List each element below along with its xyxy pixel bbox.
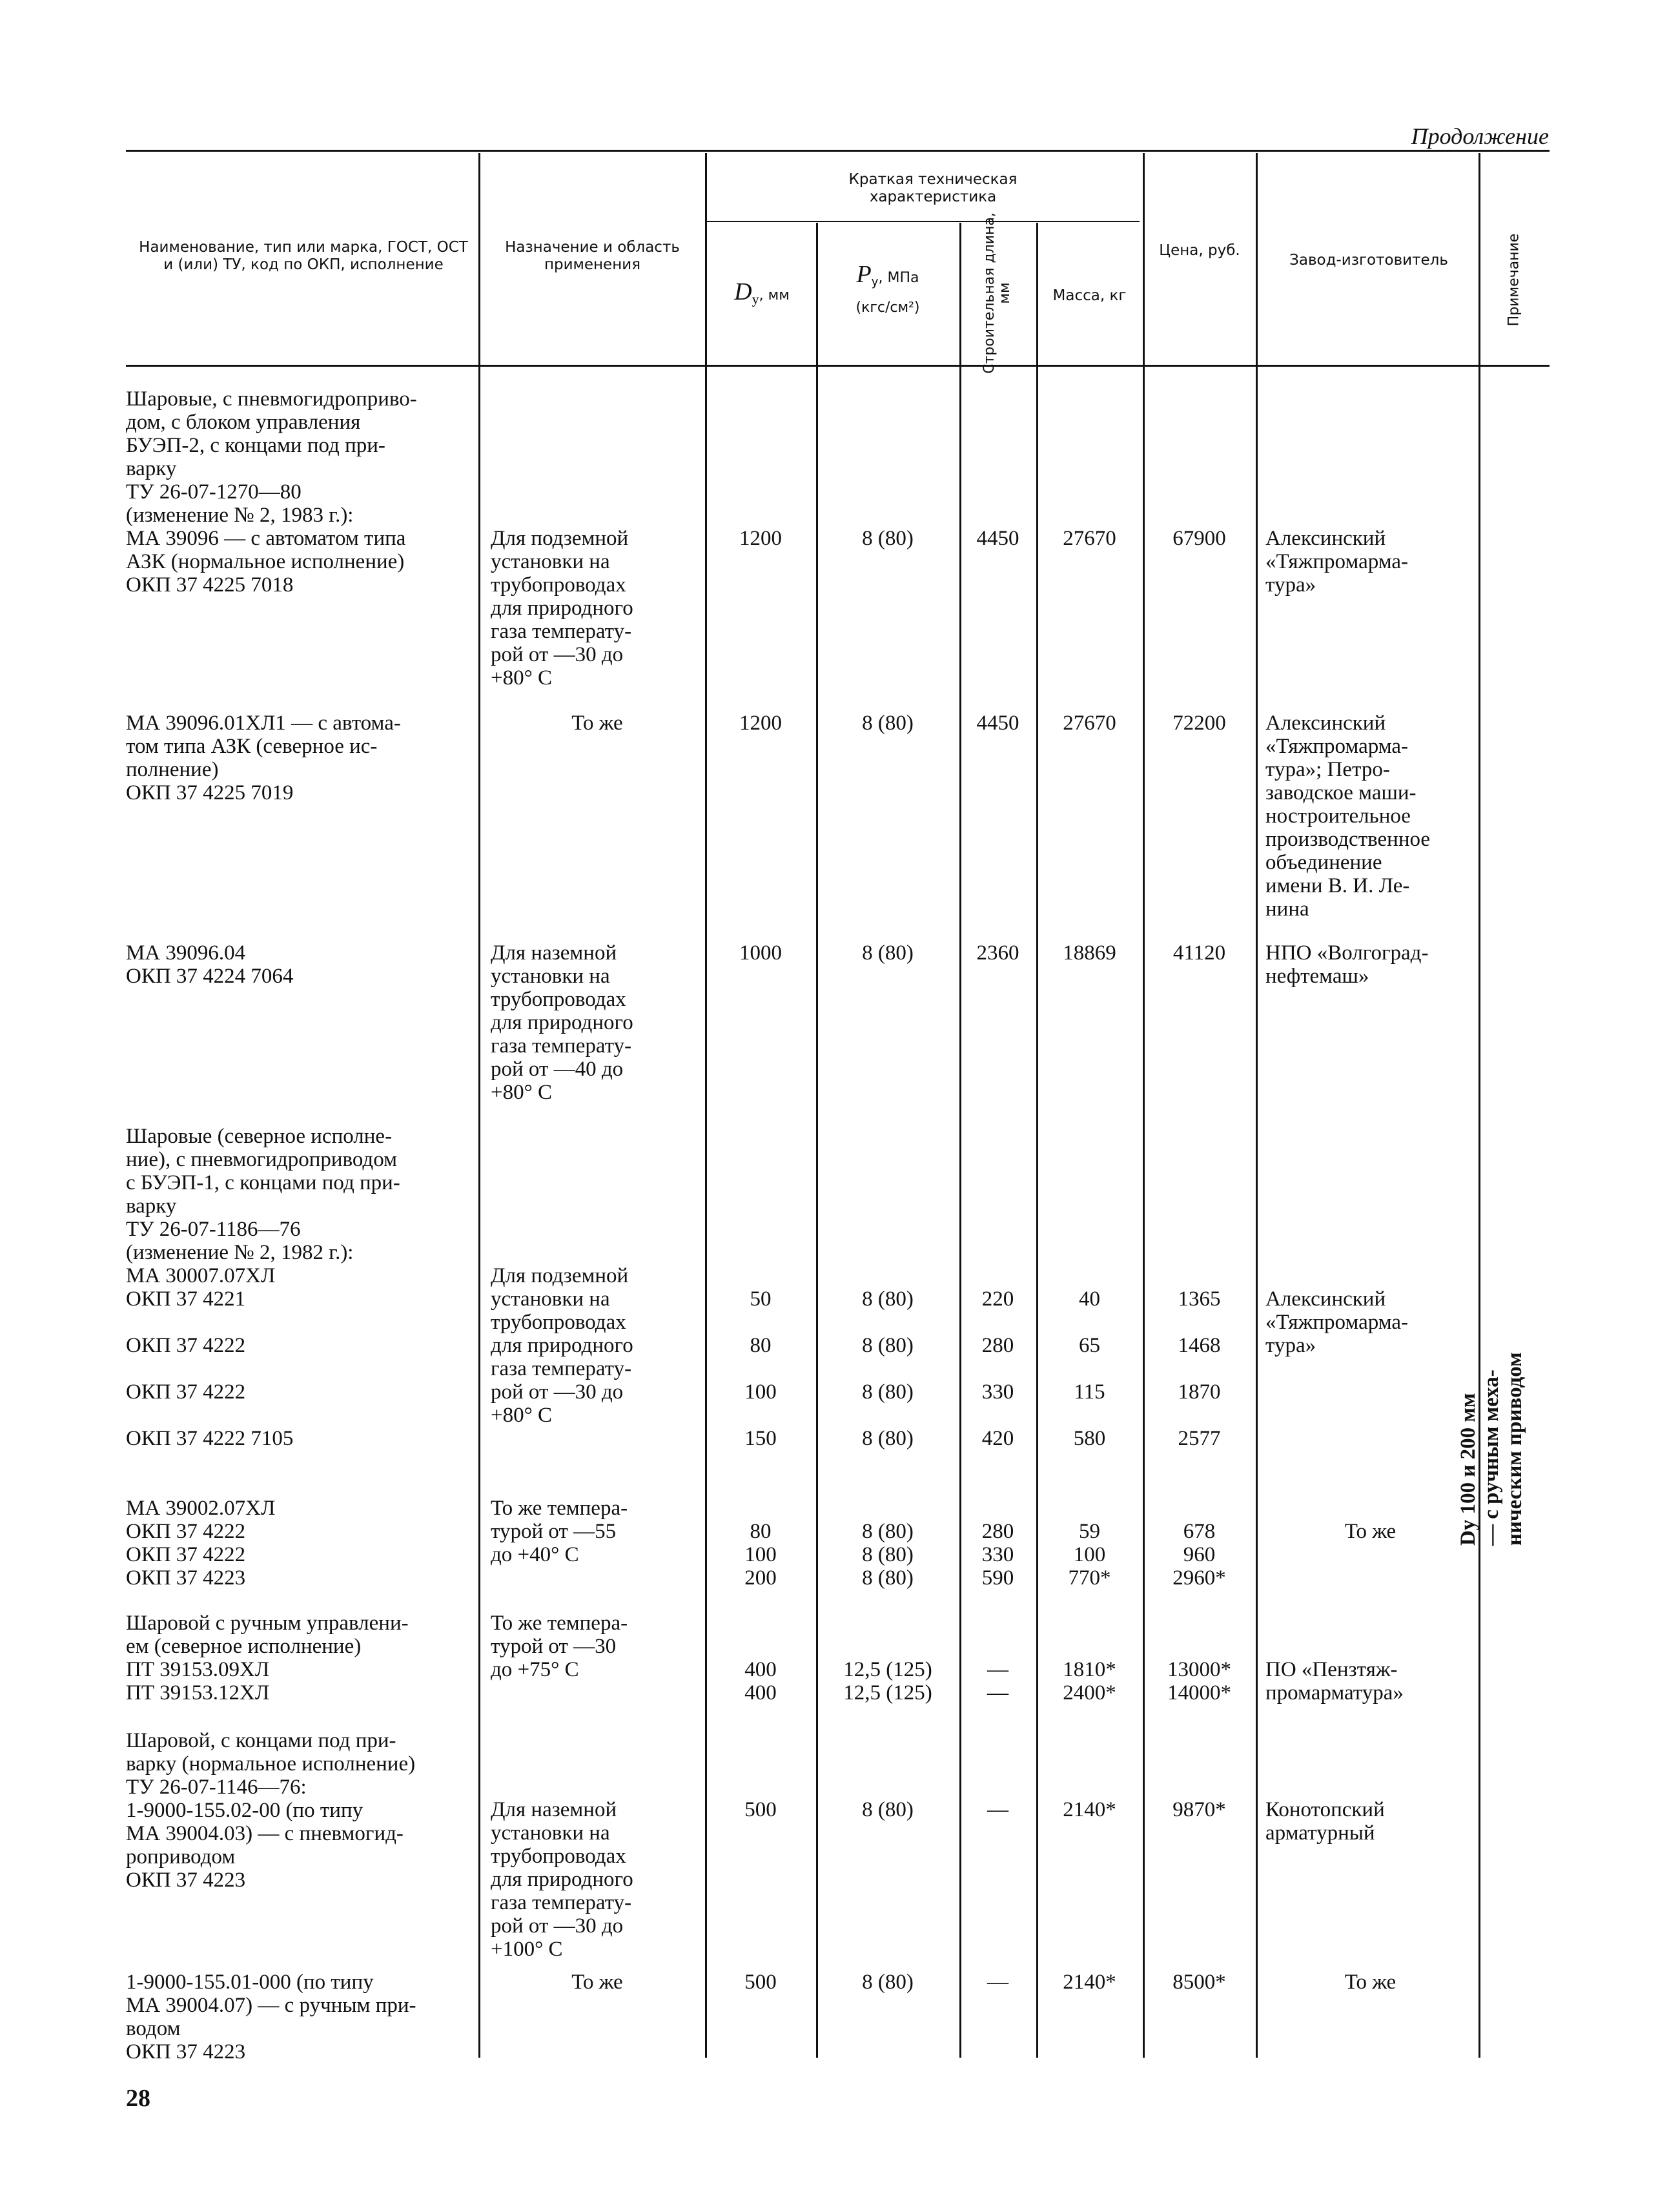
continuation-label: Продолжение: [1411, 123, 1549, 149]
row2-mass: 27670: [1063, 712, 1116, 735]
row5-py: 8 (80) 8 (80) 8 (80): [862, 1520, 914, 1590]
row5-dy: 80 100 200: [744, 1520, 777, 1590]
header-note: Примечание: [1506, 233, 1522, 327]
col-divider-2: [705, 153, 707, 2058]
row4-mass: 40 65 115 580: [1073, 1287, 1106, 1450]
row7-mass: 2140*: [1063, 1798, 1116, 1821]
header-price: Цена, руб.: [1159, 242, 1240, 259]
row6-len: — —: [987, 1658, 1008, 1705]
row8-mass: 2140*: [1063, 1971, 1116, 1994]
row1-len: 4450: [976, 527, 1019, 550]
row3-dy: 1000: [739, 941, 782, 965]
header-tech-group: Краткая техническая характеристика: [848, 171, 1018, 205]
col-divider-5: [1036, 223, 1038, 2058]
row5-purpose: То же темпера- турой от —55 до +40° С: [491, 1497, 628, 1566]
row6-name: Шаровой с ручным управлени- ем (северное исполнение) ПТ 39153.09ХЛ ПТ 39153.12ХЛ: [126, 1612, 409, 1705]
row8-dy: 500: [744, 1971, 777, 1994]
table-top-rule: [126, 150, 1550, 152]
row4-py: 8 (80) 8 (80) 8 (80) 8 (80): [862, 1287, 914, 1450]
row3-maker: НПО «Волгоград- нефтемаш»: [1265, 941, 1429, 988]
row3-name: МА 39096.04 ОКП 37 4224 7064: [126, 941, 294, 988]
row1-purpose: Для подземной установки на трубопроводах для природного газа температу- рой от —30 до +80° С: [491, 527, 633, 690]
row8-price: 8500*: [1172, 1971, 1226, 1994]
row1-mass: 27670: [1063, 527, 1116, 550]
row3-price: 41120: [1172, 941, 1226, 965]
row7-purpose: Для наземной установки на трубопроводах для природного газа температу- рой от —30 до +100° С: [491, 1798, 633, 1961]
row3-mass: 18869: [1063, 941, 1116, 965]
col-divider-6: [1143, 153, 1145, 2058]
header-maker: Завод-изготовитель: [1289, 252, 1448, 269]
row5-mass: 59 100 770*: [1068, 1520, 1111, 1590]
row7-name: Шаровой, с концами под при- варку (нормальное исполнение) ТУ 26-07-1146—76: 1-9000-155.02-00 (по типу МА 39004.03) — с пневмогид- роприводом ОКП 37 4223: [126, 1729, 416, 1892]
row7-maker: Конотопский арматурный: [1265, 1798, 1385, 1845]
row1-py: 8 (80): [862, 527, 914, 550]
header-py: $P_у$, МПа (кгс/см²): [855, 261, 920, 316]
row8-name: 1-9000-155.01-000 (по типу МА 39004.07) — с ручным при- водом ОКП 37 4223: [126, 1971, 416, 2064]
row3-purpose: Для наземной установки на трубопроводах для природного газа температу- рой от —40 до +80° С: [491, 941, 633, 1104]
row2-len: 4450: [976, 712, 1019, 735]
row4-dy: 50 80 100 150: [744, 1287, 777, 1450]
row3-py: 8 (80): [862, 941, 914, 965]
row6-mass: 1810* 2400*: [1063, 1658, 1116, 1705]
row7-price: 9870*: [1172, 1798, 1226, 1821]
table-header-rule: [126, 365, 1550, 367]
tech-group-rule: [705, 221, 1140, 222]
row2-name: МА 39096.01ХЛ1 — с автома- том типа АЗК (северное ис- полнение) ОКП 37 4225 7019: [126, 712, 401, 804]
header-length: Строительная длина, мм: [981, 212, 1013, 374]
page-number: 28: [126, 2085, 150, 2112]
row6-py: 12,5 (125) 12,5 (125): [843, 1658, 932, 1705]
col-divider-8: [1478, 153, 1480, 2058]
header-mass: Масса, кг: [1052, 287, 1127, 304]
row5-price: 678 960 2960*: [1172, 1520, 1226, 1590]
row4-maker: Алексинский «Тяжпромарма- тура»: [1265, 1287, 1409, 1357]
col-divider-4: [959, 223, 961, 2058]
row3-len: 2360: [976, 941, 1019, 965]
row8-purpose: То же: [571, 1971, 623, 1994]
row6-purpose: То же темпера- турой от —30 до +75° С: [491, 1612, 628, 1681]
row4-name: Шаровые (северное исполне- ние), с пневмогидроприводом с БУЭП-1, с концами под при- варку ТУ 26-07-1186—76 (изменение № 2, 1982 г.): МА 30007.07ХЛ ОКП 37 4221 ОКП 37 4222 ОКП 37 4222 ОКП 37 4222 7105: [126, 1125, 400, 1450]
row8-py: 8 (80): [862, 1971, 914, 1994]
col-divider-1: [478, 153, 480, 2058]
row5-maker: То же: [1344, 1520, 1397, 1543]
row1-price: 67900: [1172, 527, 1226, 550]
col-divider-7: [1256, 153, 1258, 2058]
row1-maker: Алексинский «Тяжпромарма- тура»: [1265, 527, 1409, 597]
row4-len: 220 280 330 420: [981, 1287, 1014, 1450]
row2-py: 8 (80): [862, 712, 914, 735]
row2-dy: 1200: [739, 712, 782, 735]
row6-maker: ПО «Пензтяж- промарматура»: [1265, 1658, 1404, 1705]
row2-purpose: То же: [571, 712, 623, 735]
row6-price: 13000* 14000*: [1167, 1658, 1231, 1705]
row7-dy: 500: [744, 1798, 777, 1821]
row7-len: —: [987, 1798, 1008, 1821]
row4-price: 1365 1468 1870 2577: [1178, 1287, 1221, 1450]
col-divider-3: [816, 223, 818, 2058]
row6-dy: 400 400: [744, 1658, 777, 1705]
row8-maker: То же: [1344, 1971, 1397, 1994]
row2-price: 72200: [1172, 712, 1226, 735]
header-dy: $D_у$, мм: [734, 278, 790, 307]
row1-dy: 1200: [739, 527, 782, 550]
row5-len: 280 330 590: [981, 1520, 1014, 1590]
row2-maker: Алексинский «Тяжпромарма- тура»; Петро- заводское маши- ностроительное производственное объединение имени В. И. Ле- нина: [1265, 712, 1431, 921]
row7-py: 8 (80): [862, 1798, 914, 1821]
row1-name: Шаровые, с пневмогидроприво- дом, с блоком управления БУЭП-2, с концами под при- варку ТУ 26-07-1270—80 (изменение № 2, 1983 г.): МА 39096 — с автоматом типа АЗК (нормальное исполнение) ОКП 37 4225 7018: [126, 387, 417, 597]
side-note: Dу 100 и 200 мм — с ручным меха- ническим приводом: [1457, 1352, 1526, 1546]
header-purpose: Назначение и область применения: [505, 239, 680, 273]
row8-len: —: [987, 1971, 1008, 1994]
row4-purpose: Для подземной установки на трубопроводах для природного газа температу- рой от —30 до +80° С: [491, 1264, 633, 1427]
row5-name: МА 39002.07ХЛ ОКП 37 4222 ОКП 37 4222 ОКП 37 4223: [126, 1497, 276, 1590]
header-name: Наименование, тип или марка, ГОСТ, ОСТ и (или) ТУ, код по ОКП, исполнение: [139, 239, 468, 273]
